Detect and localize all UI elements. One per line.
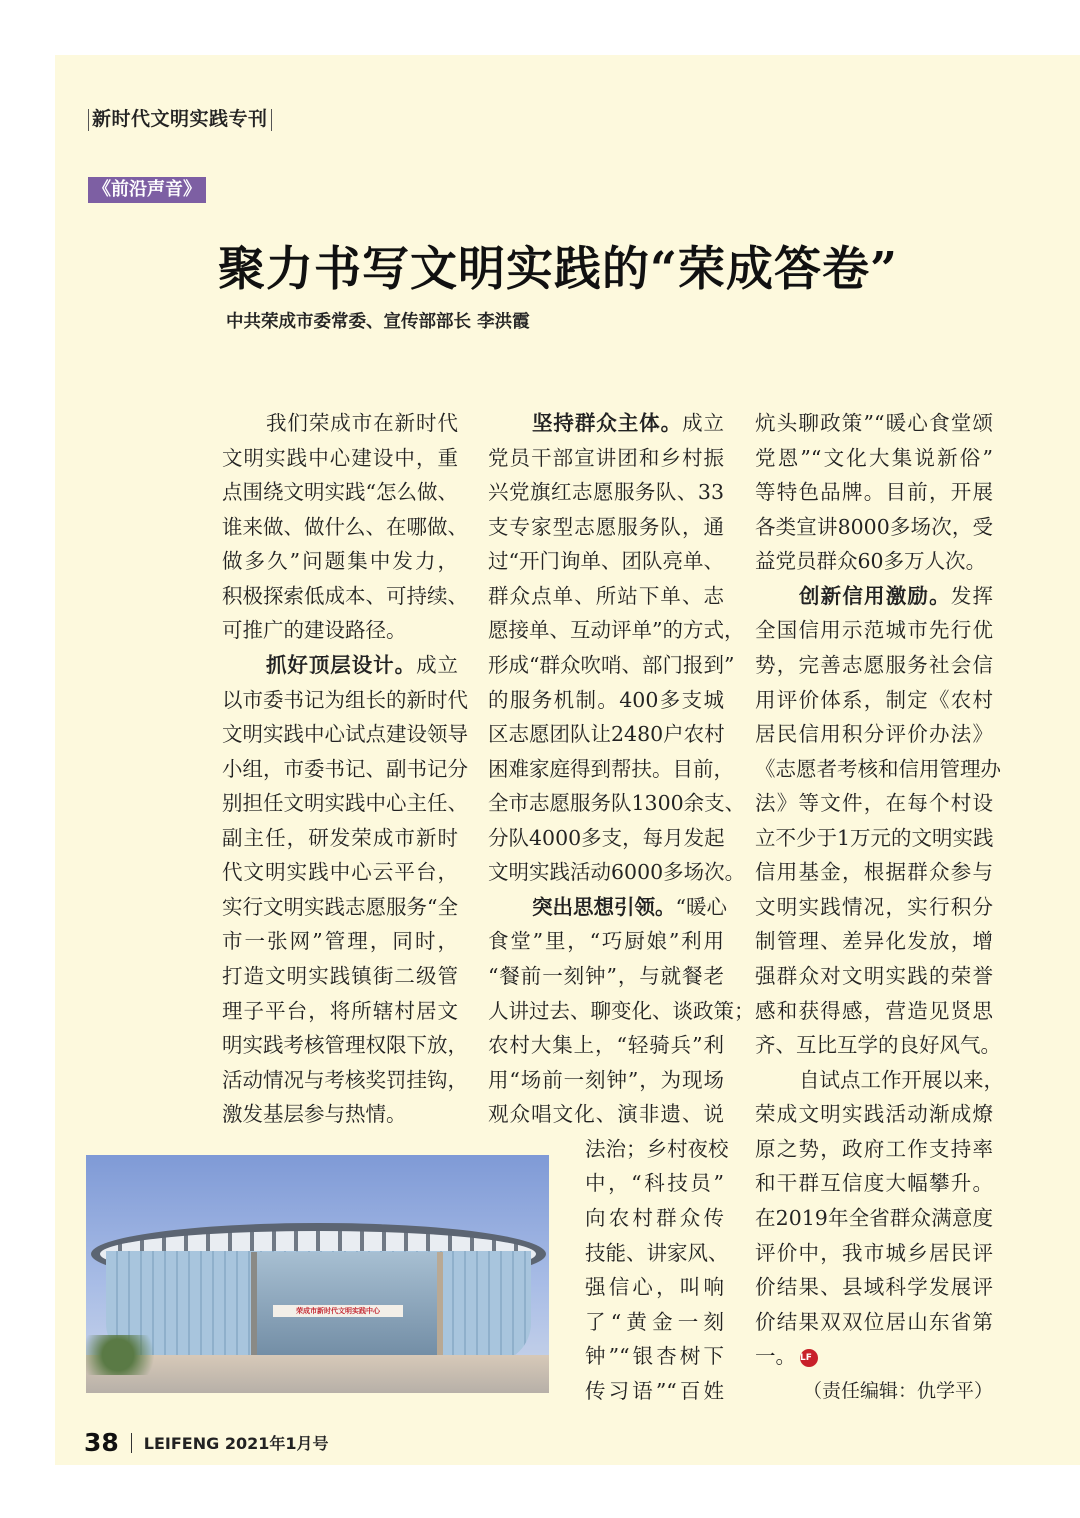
paragraph-lead: 突出思想引领。 bbox=[532, 894, 676, 919]
text-line bbox=[488, 544, 724, 579]
article-byline: 中共荣成市委常委、宣传部部长 李洪霞 bbox=[226, 312, 530, 332]
text-line bbox=[222, 752, 468, 787]
line-text: 激发基层参与热情。 bbox=[222, 1102, 407, 1127]
text-line bbox=[585, 1166, 724, 1201]
line-text: 做多久”问题集中发力， bbox=[222, 549, 458, 574]
text-line bbox=[755, 579, 993, 614]
text-line bbox=[755, 1201, 993, 1236]
line-text: 困难家庭得到帮扶。目前， bbox=[488, 756, 734, 781]
text-line bbox=[488, 510, 724, 545]
line-text: 全国信用示范城市先行优 bbox=[755, 618, 993, 643]
line-text: 明实践考核管理权限下放， bbox=[222, 1033, 468, 1058]
text-line bbox=[488, 406, 724, 441]
line-text: 形成“群众吹哨、部门报到” bbox=[488, 652, 735, 677]
text-line bbox=[585, 1374, 724, 1409]
line-text: 技能、讲家风、 bbox=[585, 1240, 729, 1265]
text-line bbox=[755, 1236, 993, 1271]
text-line bbox=[755, 752, 1001, 787]
text-line bbox=[755, 441, 993, 476]
text-line bbox=[222, 613, 458, 648]
line-text: 人讲过去、聊变化、谈政策； bbox=[488, 998, 755, 1023]
text-line bbox=[488, 855, 746, 890]
line-text: 制管理、差异化发放，增 bbox=[755, 929, 993, 954]
text-line bbox=[755, 544, 993, 579]
line-text: 《志愿者考核和信用管理办 bbox=[755, 756, 1001, 781]
line-text: 副主任，研发荣成市新时 bbox=[222, 825, 458, 850]
line-text: 打造文明实践镇街二级管 bbox=[222, 964, 458, 988]
text-line bbox=[222, 994, 458, 1029]
text-line bbox=[488, 1063, 724, 1098]
line-text: 全市志愿服务队1300余支、 bbox=[488, 791, 746, 816]
building-photo bbox=[86, 1155, 549, 1393]
text-column-1 bbox=[222, 406, 468, 1132]
line-text: 感和获得感，营造见贤思 bbox=[755, 998, 993, 1023]
text-line bbox=[755, 613, 993, 648]
text-line bbox=[222, 441, 458, 476]
series-header bbox=[85, 104, 275, 131]
line-text: 党恩”“文化大集说新俗” bbox=[755, 445, 993, 470]
text-line bbox=[755, 648, 993, 683]
text-line bbox=[222, 510, 468, 545]
line-text: 价结果、县域科学发展评 bbox=[755, 1275, 993, 1300]
text-line bbox=[585, 1339, 724, 1374]
text-line bbox=[755, 821, 993, 856]
line-text: 文明实践活动6000多场次。 bbox=[488, 860, 746, 885]
text-line bbox=[755, 1132, 993, 1167]
text-line bbox=[222, 924, 458, 959]
page-footer bbox=[84, 1428, 329, 1457]
divider bbox=[88, 109, 89, 131]
text-line bbox=[222, 648, 458, 683]
text-line bbox=[222, 717, 468, 752]
line-text: 法治；乡村夜校 bbox=[585, 1136, 729, 1161]
column-tag: 《前沿声音》 bbox=[88, 177, 206, 203]
text-line bbox=[755, 1305, 993, 1340]
text-line bbox=[488, 579, 724, 614]
line-text: 区志愿团队让2480户农村 bbox=[488, 722, 725, 747]
page-number: 38 bbox=[84, 1428, 119, 1457]
line-text: 小组，市委书记、副书记分 bbox=[222, 756, 468, 781]
line-text: 市一张网”管理，同时， bbox=[222, 929, 458, 954]
text-line bbox=[585, 1305, 724, 1340]
text-line bbox=[755, 1097, 993, 1132]
text-line bbox=[488, 890, 727, 925]
text-line bbox=[222, 475, 458, 510]
line-text: 我们荣成市在新时代 bbox=[266, 411, 458, 435]
text-line bbox=[755, 1270, 993, 1305]
line-text: 观众唱文化、演非遗、说 bbox=[488, 1102, 724, 1127]
line-text: 过“开门询单、团队亮单、 bbox=[488, 549, 724, 574]
end-mark-icon: LF bbox=[800, 1349, 818, 1367]
text-line bbox=[755, 406, 993, 441]
text-line bbox=[488, 786, 746, 821]
text-line bbox=[488, 994, 755, 1029]
text-line bbox=[755, 475, 993, 510]
line-text: 居民信用积分评价办法》 bbox=[755, 722, 993, 747]
article-title: 聚力书写文明实践的“荣成答卷” bbox=[218, 242, 899, 297]
text-line bbox=[488, 1097, 724, 1132]
line-text: 食堂”里，“巧厨娘”利用 bbox=[488, 929, 724, 954]
text-line bbox=[585, 1236, 729, 1271]
text-line bbox=[488, 683, 724, 718]
line-text: 了“黄金一刻 bbox=[585, 1309, 724, 1334]
line-text: 立不少于1万元的文明实践 bbox=[755, 825, 994, 850]
text-line bbox=[755, 924, 993, 959]
line-text: 向农村群众传 bbox=[585, 1205, 724, 1230]
line-text: 炕头聊政策”“暖心食堂颂 bbox=[755, 411, 993, 435]
line-text: 实行文明实践志愿服务“全 bbox=[222, 894, 458, 919]
text-line bbox=[755, 683, 993, 718]
text-line bbox=[222, 544, 458, 579]
line-text: 荣成文明实践活动渐成燎 bbox=[755, 1102, 993, 1127]
text-line bbox=[488, 648, 735, 683]
text-line bbox=[222, 683, 468, 718]
text-line bbox=[755, 890, 993, 925]
text-line bbox=[755, 510, 993, 545]
line-text: 齐、互比互学的良好风气。 bbox=[755, 1033, 1001, 1058]
text-line bbox=[585, 1201, 724, 1236]
line-text: 一。 bbox=[755, 1344, 796, 1369]
text-line bbox=[222, 855, 458, 890]
text-line bbox=[755, 1063, 1004, 1098]
line-text: 积极探索低成本、可持续、 bbox=[222, 583, 468, 608]
text-line bbox=[488, 821, 724, 856]
line-text: 发挥 bbox=[950, 583, 993, 608]
line-text: 钟”“银杏树下 bbox=[585, 1344, 724, 1369]
text-line bbox=[222, 1063, 468, 1098]
tree bbox=[86, 1335, 166, 1375]
text-line bbox=[488, 475, 724, 510]
line-text: 农村大集上，“轻骑兵”利 bbox=[488, 1033, 724, 1058]
line-text: 理子平台，将所辖村居文 bbox=[222, 998, 458, 1023]
line-text: 原之势，政府工作支持率 bbox=[755, 1136, 993, 1161]
text-line bbox=[222, 579, 468, 614]
line-text: 等特色品牌。目前，开展 bbox=[755, 480, 993, 505]
line-text: 以市委书记为组长的新时代 bbox=[222, 687, 468, 712]
line-text: 成立 bbox=[416, 652, 458, 677]
line-text: 自试点工作开展以来， bbox=[799, 1067, 1004, 1092]
line-text: 活动情况与考核奖罚挂钩， bbox=[222, 1067, 468, 1092]
text-line bbox=[488, 959, 724, 994]
text-line bbox=[755, 855, 993, 890]
line-text: 愿接单、互动评单”的方式， bbox=[488, 618, 745, 643]
text-line bbox=[488, 441, 724, 476]
line-text: 文明实践中心试点建设领导 bbox=[222, 722, 468, 747]
line-text: 兴党旗红志愿服务队、33 bbox=[488, 480, 724, 505]
text-line bbox=[488, 752, 734, 787]
line-text: 强信心，叫响 bbox=[585, 1275, 724, 1300]
text-line bbox=[755, 1339, 993, 1374]
text-line bbox=[585, 1270, 724, 1305]
text-line bbox=[222, 890, 458, 925]
text-line bbox=[488, 1028, 724, 1063]
paragraph-lead: 创新信用激励。 bbox=[799, 583, 951, 608]
line-text: 用“场前一刻钟”，为现场 bbox=[488, 1067, 724, 1092]
line-text: 别担任文明实践中心主任、 bbox=[222, 791, 468, 816]
text-line bbox=[755, 994, 993, 1029]
line-text: 在2019年全省群众满意度 bbox=[755, 1205, 993, 1230]
line-text: 可推广的建设路径。 bbox=[222, 618, 407, 643]
line-text: 法》等文件，在每个村设 bbox=[755, 791, 993, 816]
paragraph-lead: 抓好顶层设计。 bbox=[266, 652, 417, 677]
line-text: 强群众对文明实践的荣誉 bbox=[755, 964, 993, 988]
line-text: 党员干部宣讲团和乡村振 bbox=[488, 445, 724, 470]
line-text: 各类宣讲8000多场次，受 bbox=[755, 514, 993, 539]
editor-credit: （责任编辑：仇学平） bbox=[802, 1379, 993, 1402]
line-text: 支专家型志愿服务队，通 bbox=[488, 514, 724, 539]
line-text: 群众点单、所站下单、志 bbox=[488, 583, 724, 608]
text-line bbox=[755, 1028, 1001, 1063]
line-text: 益党员群众60多万人次。 bbox=[755, 549, 987, 574]
text-line bbox=[222, 1097, 458, 1132]
text-line bbox=[488, 717, 724, 752]
line-text: 分队4000多支，每月发起 bbox=[488, 825, 725, 850]
divider bbox=[271, 109, 272, 131]
paragraph-lead: 坚持群众主体。 bbox=[532, 411, 683, 435]
text-line bbox=[222, 821, 458, 856]
line-text: 的服务机制。400多支城 bbox=[488, 687, 724, 712]
line-text: 价结果双双位居山东省第 bbox=[755, 1309, 993, 1334]
text-line bbox=[222, 1028, 468, 1063]
text-line bbox=[222, 406, 458, 441]
line-text: 传习语”“百姓 bbox=[585, 1378, 724, 1403]
text-line bbox=[585, 1132, 729, 1167]
line-text: 和干群互信度大幅攀升。 bbox=[755, 1171, 993, 1196]
series-title: 新时代文明实践专刊 bbox=[92, 108, 268, 130]
divider bbox=[131, 1433, 132, 1453]
text-line bbox=[755, 786, 993, 821]
line-text: 评价中，我市城乡居民评 bbox=[755, 1240, 993, 1265]
text-line bbox=[755, 959, 993, 994]
line-text: 文明实践中心建设中，重 bbox=[222, 445, 458, 470]
magazine-issue: LEIFENG 2021年1月号 bbox=[143, 1434, 329, 1453]
line-text: 势，完善志愿服务社会信 bbox=[755, 652, 993, 677]
text-column-3 bbox=[755, 406, 1004, 1408]
text-line bbox=[222, 959, 458, 994]
line-text: “餐前一刻钟”，与就餐老 bbox=[488, 964, 724, 988]
text-line bbox=[755, 717, 993, 752]
line-text: 谁来做、做什么、在哪做、 bbox=[222, 514, 468, 539]
line-text: 成立 bbox=[682, 411, 724, 435]
line-text: 点围绕文明实践“怎么做、 bbox=[222, 480, 458, 505]
text-line bbox=[488, 924, 724, 959]
text-line bbox=[222, 786, 468, 821]
building-sign: 荣成市新时代文明实践中心 bbox=[273, 1305, 403, 1317]
line-text: 代文明实践中心云平台， bbox=[222, 860, 458, 885]
line-text: 中，“科技员” bbox=[585, 1171, 724, 1196]
line-text: 文明实践情况，实行积分 bbox=[755, 894, 993, 919]
line-text: 信用基金，根据群众参与 bbox=[755, 860, 993, 885]
text-line bbox=[755, 1166, 993, 1201]
line-text: 用评价体系，制定《农村 bbox=[755, 687, 993, 712]
line-text: “暖心 bbox=[675, 894, 727, 919]
text-line bbox=[488, 613, 745, 648]
